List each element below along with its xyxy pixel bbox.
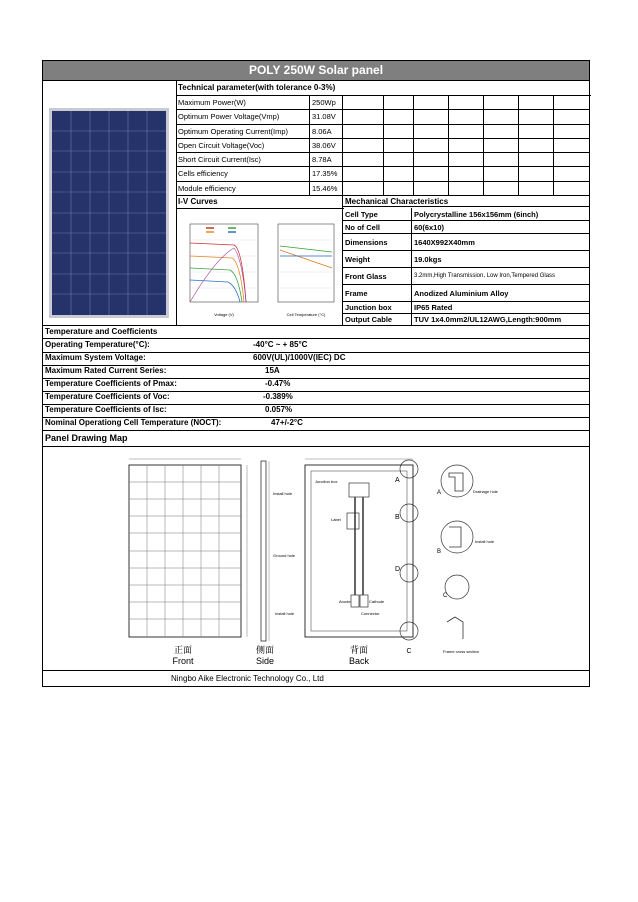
grid-line bbox=[383, 95, 384, 195]
note-install-hole: Install hole bbox=[275, 611, 295, 616]
mech-label: No of Cell bbox=[345, 222, 380, 232]
coefficients-header: Temperature and Coefficients bbox=[43, 326, 589, 339]
coef-value: 15A bbox=[265, 366, 280, 375]
note-ground-hole: Ground hole bbox=[273, 553, 296, 558]
coef-label: Temperature Coefficients of Isc: bbox=[45, 405, 167, 414]
param-value: 8.06A bbox=[312, 126, 332, 136]
param-label: Cells efficiency bbox=[178, 169, 228, 179]
grid-line bbox=[309, 95, 310, 195]
mech-row bbox=[343, 285, 590, 302]
mech-value: Anodized Aluminium Alloy bbox=[411, 285, 590, 301]
x-axis-label: Cell Temperature (°C) bbox=[286, 312, 326, 317]
mech-value: TUV 1x4.0mm2/UL12AWG,Length:900mm bbox=[411, 314, 590, 325]
mech-value: IP65 Rated bbox=[411, 302, 590, 313]
mech-value: 19.0kgs bbox=[411, 251, 590, 267]
coef-value: -0.47% bbox=[265, 379, 291, 388]
coef-value: -0.389% bbox=[263, 392, 293, 401]
callout-a: A bbox=[395, 477, 400, 484]
coef-row bbox=[43, 404, 589, 418]
param-label: Optimum Power Voltage(Vmp) bbox=[178, 112, 280, 122]
coef-value: 600V(UL)/1000V(IEC) DC bbox=[253, 353, 346, 362]
grid-line bbox=[483, 95, 484, 195]
coef-label: Temperature Coefficients of Pmax: bbox=[45, 379, 177, 388]
mechanical-table bbox=[342, 195, 590, 325]
x-axis-label: Voltage (V) bbox=[214, 312, 234, 317]
grid-line bbox=[553, 95, 554, 195]
param-label: Maximum Power(W) bbox=[178, 98, 246, 107]
coef-label: Nominal Operationg Cell Temperature (NOCT): bbox=[45, 418, 222, 427]
param-value: 38.06V bbox=[312, 140, 336, 150]
page-title: POLY 250W Solar panel bbox=[43, 61, 589, 81]
iv-curve-graphic bbox=[176, 208, 342, 325]
param-value: 15.46% bbox=[312, 183, 338, 193]
callout-c: C bbox=[406, 648, 412, 655]
mech-label: Frame bbox=[345, 288, 368, 298]
curves-header: I-V Curves bbox=[176, 195, 344, 209]
coef-value: 0.057% bbox=[265, 405, 293, 414]
note-label: Label bbox=[331, 517, 341, 522]
note-connector: Connector bbox=[361, 611, 380, 616]
note-junction-box: Junction box bbox=[315, 479, 338, 484]
note-anode: Anode bbox=[339, 599, 351, 604]
panel-grid bbox=[52, 111, 166, 315]
grid-line bbox=[518, 95, 519, 195]
mech-label: Weight bbox=[345, 254, 370, 264]
technical-header: Technical parameter(with tolerance 0-3%) bbox=[176, 81, 591, 96]
param-label: Optimum Operating Current(Imp) bbox=[178, 126, 289, 136]
coef-row bbox=[43, 365, 589, 379]
detail-a: A bbox=[437, 490, 442, 496]
detail-c: C bbox=[443, 593, 448, 599]
coef-value: 47+/-2°C bbox=[271, 418, 303, 427]
mech-label: Front Glass bbox=[345, 271, 387, 281]
grid-line bbox=[448, 95, 449, 195]
mechanical-header: Mechanical Characteristics bbox=[343, 195, 590, 207]
mech-label: Dimensions bbox=[345, 237, 388, 247]
mech-label: Cell Type bbox=[345, 209, 378, 219]
solar-panel-photo bbox=[49, 108, 169, 318]
callout-b: B bbox=[395, 514, 400, 521]
note-install-hole: Install hole bbox=[475, 539, 495, 544]
datasheet bbox=[42, 60, 590, 687]
coef-row bbox=[43, 391, 589, 405]
detail-b: B bbox=[437, 549, 442, 555]
coef-row bbox=[43, 417, 589, 431]
coef-label: Maximum Rated Current Series: bbox=[45, 366, 167, 375]
callout-d: D bbox=[395, 566, 401, 573]
param-value: 17.35% bbox=[312, 169, 338, 179]
note-frame-cross-section: Frame cross section bbox=[443, 649, 480, 654]
mech-value: 60(6x10) bbox=[411, 221, 590, 233]
panel-drawing bbox=[43, 447, 589, 669]
mech-value: 3.2mm,High Transmission, Low Iron,Tempered Glass bbox=[411, 268, 590, 284]
mech-row bbox=[343, 251, 590, 268]
coef-value: -40°C ~ + 85°C bbox=[253, 340, 308, 349]
note-cathode: Cathode bbox=[369, 599, 385, 604]
note-drainage-hole: Drainage hole bbox=[473, 489, 498, 494]
coef-label: Temperature Coefficients of Voc: bbox=[45, 392, 170, 401]
mech-row bbox=[343, 302, 590, 314]
param-label: Short Circuit Current(Isc) bbox=[178, 155, 261, 165]
mech-label: Output Cable bbox=[345, 315, 393, 324]
footer-company: Ningbo Aike Electronic Technology Co., Ltd bbox=[43, 670, 589, 686]
grid-line bbox=[413, 95, 414, 195]
mech-label: Junction box bbox=[345, 303, 392, 312]
mech-row bbox=[343, 314, 590, 325]
back-label: 背面 Back bbox=[348, 645, 369, 666]
front-label: 正面 Front bbox=[172, 645, 194, 666]
mech-row bbox=[343, 268, 590, 285]
coef-row bbox=[43, 339, 589, 353]
drawing-svg bbox=[43, 447, 589, 669]
mech-value: Polycrystalline 156x156mm (6inch) bbox=[411, 208, 590, 220]
coef-row bbox=[43, 378, 589, 392]
coef-row bbox=[43, 352, 589, 366]
param-label: Module efficiency bbox=[178, 183, 236, 193]
panel-photo-cell bbox=[43, 81, 177, 325]
param-value: 250Wp bbox=[312, 98, 336, 107]
coef-label: Operating Temperature(°C): bbox=[45, 340, 150, 349]
coefficients-section bbox=[43, 325, 589, 434]
mech-row bbox=[343, 208, 590, 221]
param-label: Open Circuit Voltage(Voc) bbox=[178, 140, 265, 150]
note-install-hole: Install hole bbox=[273, 491, 293, 496]
grid-line bbox=[342, 95, 343, 195]
mech-row bbox=[343, 221, 590, 234]
drawing-header: Panel Drawing Map bbox=[45, 433, 128, 443]
param-value: 8.78A bbox=[312, 155, 332, 165]
mech-row bbox=[343, 234, 590, 251]
iv-curves-figure bbox=[176, 208, 342, 325]
param-value: 31.08V bbox=[312, 112, 336, 122]
coef-label: Maximum System Voltage: bbox=[45, 353, 146, 362]
mech-value: 1640X992X40mm bbox=[411, 234, 590, 250]
side-label: 侧面 Side bbox=[255, 645, 274, 666]
